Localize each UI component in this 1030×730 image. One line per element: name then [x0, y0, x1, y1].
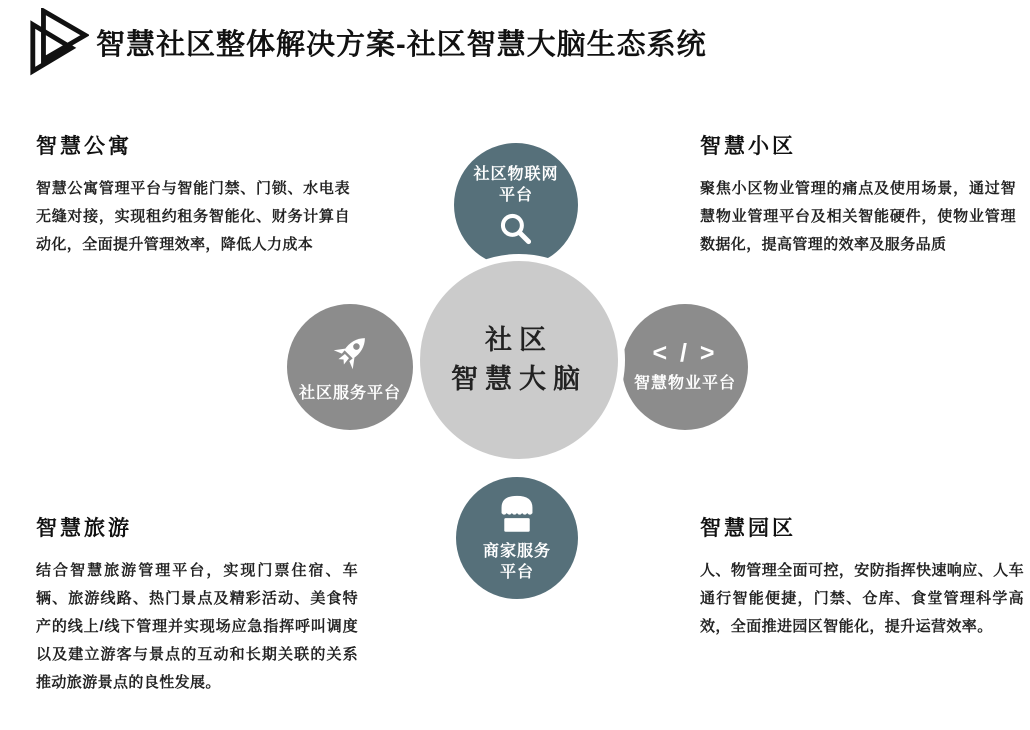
section-title: 智慧小区	[700, 135, 796, 158]
header	[27, 8, 707, 76]
section-smart-park	[700, 512, 1024, 641]
circle-label: 智慧物业平台	[633, 375, 736, 392]
circle-label-line2: 平台	[498, 186, 533, 204]
code-icon: < / >	[652, 339, 718, 367]
circle-label-line1: 社区物联网	[473, 165, 559, 183]
center-label-line1: 社区	[485, 325, 553, 355]
circle-property-platform	[622, 304, 748, 430]
circle-merchant-service-platform	[456, 477, 578, 599]
section-title: 智慧旅游	[36, 517, 132, 540]
storefront-icon	[495, 494, 539, 534]
section-title: 智慧园区	[700, 517, 796, 540]
section-smart-apartment	[36, 130, 350, 259]
search-icon	[498, 211, 534, 247]
section-smart-residential	[700, 130, 1016, 259]
section-title: 智慧公寓	[36, 135, 132, 158]
circle-community-smart-brain	[413, 254, 625, 466]
circle-label-line2: 平台	[499, 563, 534, 581]
section-body: 人、物管理全面可控，安防指挥快速响应、人车通行智能便捷，门禁、仓库、食堂管理科学高效，全面推进园区智能化，提升运营效率。	[700, 562, 1024, 635]
section-body: 聚焦小区物业管理的痛点及使用场景，通过智慧物业管理平台及相关智能硬件，使物业管理数据化，提高管理的效率及服务品质	[700, 180, 1016, 253]
circle-label-line1: 商家服务	[482, 542, 551, 560]
section-smart-tourism	[36, 512, 358, 697]
double-triangle-logo-icon	[27, 8, 89, 76]
section-body: 智慧公寓管理平台与智能门禁、门锁、水电表无缝对接，实现租约租务智能化、财务计算自动化，全面提升管理效率，降低人力成本	[36, 180, 350, 253]
circle-iot-platform	[454, 143, 578, 267]
section-body: 结合智慧旅游管理平台，实现门票住宿、车辆、旅游线路、热门景点及精彩活动、美食特产的线上/线下管理并实现场应急指挥呼叫调度以及建立游客与景点的互动和长期关联的关系推动旅游景点的良性发展。	[36, 562, 358, 691]
rocket-icon	[317, 320, 382, 385]
circle-label: 社区服务平台	[298, 385, 401, 402]
page-title: 智慧社区整体解决方案-社区智慧大脑生态系统	[96, 28, 707, 61]
center-label-line2: 智慧大脑	[451, 364, 587, 394]
circle-community-service-platform	[287, 304, 413, 430]
